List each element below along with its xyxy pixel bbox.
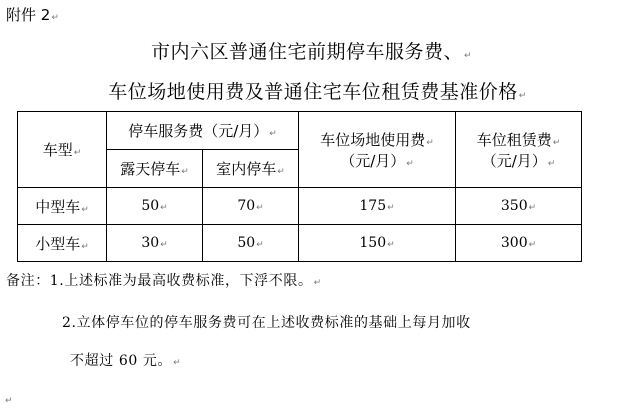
cell-usage-fee-value: 175 [359, 198, 387, 214]
cell-vehicle-type [18, 188, 107, 225]
header-space-usage-unit-text: （元/月） [340, 151, 406, 170]
fee-table [17, 111, 582, 262]
cell-mark-icon: ↵ [269, 129, 277, 139]
header-cell-vehicle-type [18, 112, 107, 188]
header-vehicle-type-text: 车型 [42, 141, 73, 159]
header-space-usage-fee-text: 车位场地使用费 [320, 130, 426, 149]
table-row [18, 225, 582, 262]
paragraph-mark-icon: ↵ [5, 396, 13, 406]
note-line-3 [70, 352, 181, 372]
title-line-2-text: 车位场地使用费及普通住宅车位租赁费基准价格 [108, 81, 518, 103]
document-title-line-1 [0, 40, 623, 68]
cell-mark-icon: ↵ [277, 167, 285, 177]
header-cell-parking-service-fee [107, 112, 299, 150]
document-title-line-2 [6, 80, 623, 108]
cell-outdoor-fee-value: 50 [141, 198, 160, 214]
header-cell-space-usage-fee [299, 112, 456, 188]
header-cell-outdoor-parking [107, 150, 203, 188]
attachment-label [6, 6, 59, 27]
table-header-row-1 [18, 112, 582, 150]
cell-indoor-fee [203, 188, 299, 225]
cell-outdoor-fee [107, 188, 203, 225]
header-space-rental-fee-text: 车位租赁费 [476, 130, 552, 149]
note-line-2 [62, 314, 471, 332]
header-cell-indoor-parking [203, 150, 299, 188]
cell-mark-icon: ↵ [552, 137, 561, 148]
cell-vehicle-type-text: 小型车 [35, 234, 81, 253]
header-outdoor-parking-text: 露天停车 [120, 160, 181, 178]
cell-indoor-fee-value: 70 [237, 198, 256, 214]
header-indoor-parking-text: 室内停车 [216, 160, 277, 178]
paragraph-mark-icon: ↵ [518, 91, 527, 101]
cell-mark-icon: ↵ [81, 204, 89, 215]
cell-vehicle-type-text: 中型车 [35, 197, 81, 216]
cell-outdoor-fee-value: 30 [141, 235, 160, 251]
note-2-text: 2.立体停车位的停车服务费可在上述收费标准的基础上每月加收 [62, 315, 471, 331]
cell-usage-fee-value: 150 [359, 235, 387, 251]
cell-mark-icon: ↵ [81, 241, 89, 252]
header-space-rental-unit-text: （元/月） [481, 151, 547, 170]
note-line-1 [6, 272, 322, 292]
cell-mark-icon: ↵ [160, 240, 168, 250]
table-row [18, 188, 582, 225]
header-cell-space-rental-fee [456, 112, 582, 188]
cell-mark-icon: ↵ [547, 158, 556, 169]
title-line-1-text: 市内六区普通住宅前期停车服务费、 [150, 41, 463, 63]
paragraph-mark-icon: ↵ [173, 358, 182, 368]
cell-rental-fee [456, 225, 582, 262]
cell-indoor-fee-value: 50 [237, 235, 256, 251]
cell-indoor-fee [203, 225, 299, 262]
cell-mark-icon: ↵ [160, 203, 168, 213]
cell-rental-fee-value: 350 [500, 198, 528, 214]
attachment-label-text: 附件 2 [6, 6, 51, 24]
cell-mark-icon: ↵ [528, 203, 537, 213]
header-parking-service-fee-text: 停车服务费（元/月） [128, 122, 269, 140]
cell-mark-icon: ↵ [426, 137, 434, 148]
paragraph-mark-icon: ↵ [313, 278, 322, 288]
paragraph-mark-icon: ↵ [463, 51, 473, 61]
cell-rental-fee [456, 188, 582, 225]
cell-usage-fee [299, 188, 456, 225]
cell-mark-icon: ↵ [528, 240, 537, 250]
note-3-text: 不超过 60 元。 [70, 353, 173, 369]
cell-mark-icon: ↵ [181, 167, 189, 177]
cell-mark-icon: ↵ [256, 203, 264, 213]
end-paragraph-mark [4, 388, 13, 407]
cell-rental-fee-value: 300 [500, 235, 528, 251]
cell-mark-icon: ↵ [387, 240, 395, 250]
cell-usage-fee [299, 225, 456, 262]
paragraph-mark-icon: ↵ [51, 13, 59, 23]
cell-outdoor-fee [107, 225, 203, 262]
cell-mark-icon: ↵ [256, 240, 264, 250]
cell-mark-icon: ↵ [387, 203, 395, 213]
cell-mark-icon: ↵ [406, 158, 414, 169]
cell-mark-icon: ↵ [73, 148, 82, 158]
cell-vehicle-type [18, 225, 107, 262]
note-1-text: 备注：1.上述标准为最高收费标准，下浮不限。 [6, 273, 313, 289]
